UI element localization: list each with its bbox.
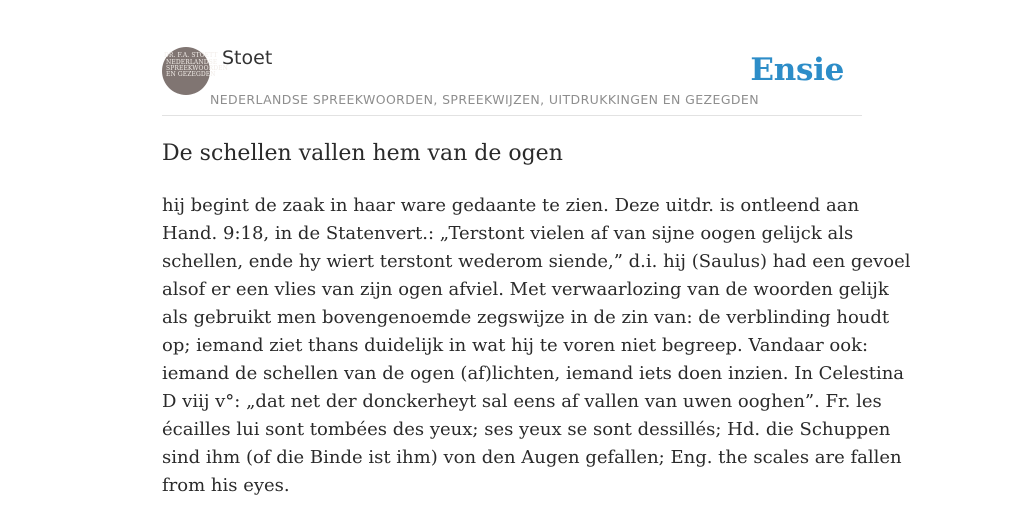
definition-line: D viij v°: „dat net der donckerheyt sal eens af vallen van uwen ooghen”. Fr. les	[162, 391, 882, 412]
avatar-top-text: DR. F.A. STOETT	[164, 52, 218, 59]
definition-line: hij begint de zaak in haar ware gedaante te zien. Deze uitdr. is ontleend aan	[162, 195, 860, 216]
definition-line: sind ihm (of die Binde ist ihm) von den Augen gefallen; Eng. the scales are fallen	[162, 447, 902, 468]
entry-definition	[162, 192, 911, 500]
definition-line: als gebruikt men bovengenoemde zegswijze in de zin van: de verblinding houdt	[162, 307, 890, 328]
definition-line: alsof er een vlies van zijn ogen afviel. Met verwaarlozing van de woorden gelijk	[162, 279, 889, 300]
definition-line: iemand de schellen van de ogen (af)lichten, iemand iets doen inzien. In Celestina	[162, 363, 905, 384]
definition-line: Hand. 9:18, in de Statenvert.: „Terstont vielen af van sijne oogen gelijck als	[162, 223, 854, 244]
author-avatar[interactable]	[162, 47, 228, 95]
definition-line: op; iemand ziet thans duidelijk in wat hij te voren niet begreep. Vandaar ook:	[162, 335, 869, 356]
definition-line: schellen, ende hy wiert terstont wederom siende,” d.i. hij (Saulus) had een gevoel	[162, 251, 911, 272]
entry-title: De schellen vallen hem van de ogen	[162, 141, 563, 166]
avatar-text-line: EN GEZEGDEN	[166, 71, 216, 78]
source-subtitle[interactable]: NEDERLANDSE SPREEKWOORDEN, SPREEKWIJZEN, UITDRUKKINGEN EN GEZEGDEN	[210, 92, 759, 107]
definition-line: écailles lui sont tombées des yeux; ses yeux se sont dessillés; Hd. die Schuppen	[162, 419, 891, 440]
page-header	[162, 44, 862, 116]
brand-logo[interactable]: Ensie	[750, 52, 844, 88]
definition-line: from his eyes.	[162, 475, 290, 496]
avatar-text-line: NEDERLANDSE	[166, 59, 218, 66]
avatar-text-line: SPREEKWOORDEN	[166, 65, 228, 72]
author-name[interactable]: Stoet	[222, 47, 273, 69]
